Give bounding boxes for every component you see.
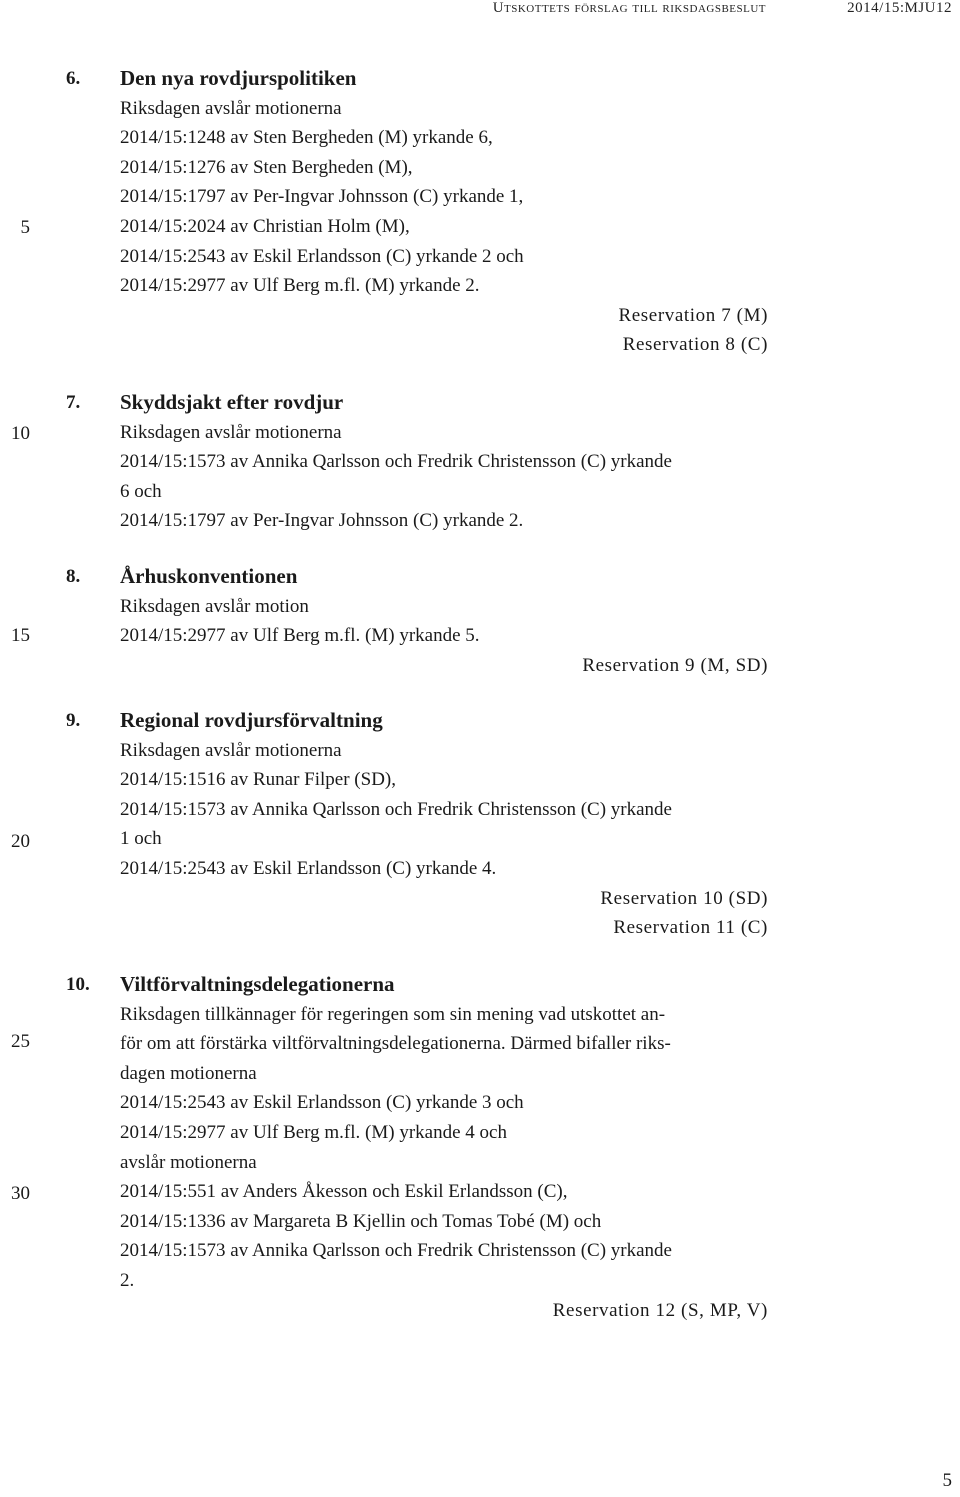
header-title: Utskottets förslag till riksdagsbeslut <box>492 0 766 16</box>
item-line: 2014/15:2024 av Christian Holm (M), <box>120 215 410 237</box>
line-number: 5 <box>20 217 30 238</box>
reservation: Reservation 8 (C) <box>622 334 768 356</box>
item-title: Århuskonventionen <box>120 564 298 588</box>
item-number: 10. <box>66 974 90 995</box>
item-title: Regional rovdjursförvaltning <box>120 708 383 732</box>
item-line: 2014/15:1573 av Annika Qarlsson och Fredrik Christensson (C) yrkande <box>120 798 672 820</box>
item-line: dagen motionerna <box>120 1062 257 1084</box>
item-number: 8. <box>66 566 81 587</box>
line-number: 20 <box>11 831 30 852</box>
item-number: 7. <box>66 392 81 413</box>
item-line: 2014/15:2543 av Eskil Erlandsson (C) yrkande 3 och <box>120 1092 524 1114</box>
item-line: 2014/15:2977 av Ulf Berg m.fl. (M) yrkande 4 och <box>120 1121 507 1143</box>
decision-item-9 <box>66 706 768 943</box>
decision-item-8 <box>66 562 768 680</box>
item-number: 9. <box>66 710 81 731</box>
item-title: Skyddsjakt efter rovdjur <box>120 390 344 414</box>
item-line: Riksdagen avslår motionerna <box>120 739 342 761</box>
item-line: Riksdagen avslår motionerna <box>120 97 342 119</box>
item-line: 2014/15:1573 av Annika Qarlsson och Fredrik Christensson (C) yrkande <box>120 451 672 473</box>
item-line: Riksdagen tillkännager för regeringen som sin mening vad utskottet an- <box>120 1003 666 1025</box>
item-line: 2014/15:1797 av Per-Ingvar Johnsson (C) yrkande 2. <box>120 510 524 532</box>
decision-item-6 <box>66 64 768 360</box>
item-line: 2014/15:1336 av Margareta B Kjellin och Tomas Tobé (M) och <box>120 1210 602 1232</box>
page-number: 5 <box>942 1470 952 1491</box>
reservation: Reservation 11 (C) <box>613 917 768 939</box>
page-header <box>0 0 960 28</box>
item-title: Viltförvaltningsdelegationerna <box>120 972 395 996</box>
reservation: Reservation 9 (M, SD) <box>582 654 768 676</box>
item-line: 2014/15:2543 av Eskil Erlandsson (C) yrkande 4. <box>120 857 497 879</box>
item-line: avslår motionerna <box>120 1151 257 1173</box>
item-number: 6. <box>66 68 81 89</box>
item-title: Den nya rovdjurspolitiken <box>120 66 357 90</box>
item-line: 2014/15:1797 av Per-Ingvar Johnsson (C) yrkande 1, <box>120 186 524 208</box>
item-line: 2. <box>120 1269 135 1291</box>
decision-item-10 <box>66 970 768 1325</box>
item-line: 2014/15:2977 av Ulf Berg m.fl. (M) yrkande 2. <box>120 275 480 297</box>
item-line: Riksdagen avslår motion <box>120 595 309 617</box>
reservation: Reservation 12 (S, MP, V) <box>552 1299 768 1321</box>
item-line: 6 och <box>120 480 162 502</box>
reservation: Reservation 7 (M) <box>618 304 768 326</box>
item-line: 2014/15:2977 av Ulf Berg m.fl. (M) yrkande 5. <box>120 625 480 647</box>
line-number: 25 <box>11 1031 30 1052</box>
item-line: 2014/15:1573 av Annika Qarlsson och Fredrik Christensson (C) yrkande <box>120 1240 672 1262</box>
header-doc-id: 2014/15:MJU12 <box>847 0 952 16</box>
item-line: för om att förstärka viltförvaltningsdelegationerna. Därmed bifaller riks- <box>120 1033 671 1055</box>
line-number: 30 <box>11 1183 30 1204</box>
reservation: Reservation 10 (SD) <box>600 887 768 909</box>
item-line: 1 och <box>120 828 162 850</box>
item-line: 2014/15:2543 av Eskil Erlandsson (C) yrkande 2 och <box>120 245 524 267</box>
item-line: Riksdagen avslår motionerna <box>120 421 342 443</box>
item-line: 2014/15:1248 av Sten Bergheden (M) yrkande 6, <box>120 127 493 149</box>
item-line: 2014/15:551 av Anders Åkesson och Eskil Erlandsson (C), <box>120 1181 568 1203</box>
decision-item-7 <box>66 388 768 536</box>
item-line: 2014/15:1276 av Sten Bergheden (M), <box>120 156 413 178</box>
line-number: 15 <box>11 625 30 646</box>
line-number: 10 <box>11 423 30 444</box>
item-line: 2014/15:1516 av Runar Filper (SD), <box>120 769 397 791</box>
